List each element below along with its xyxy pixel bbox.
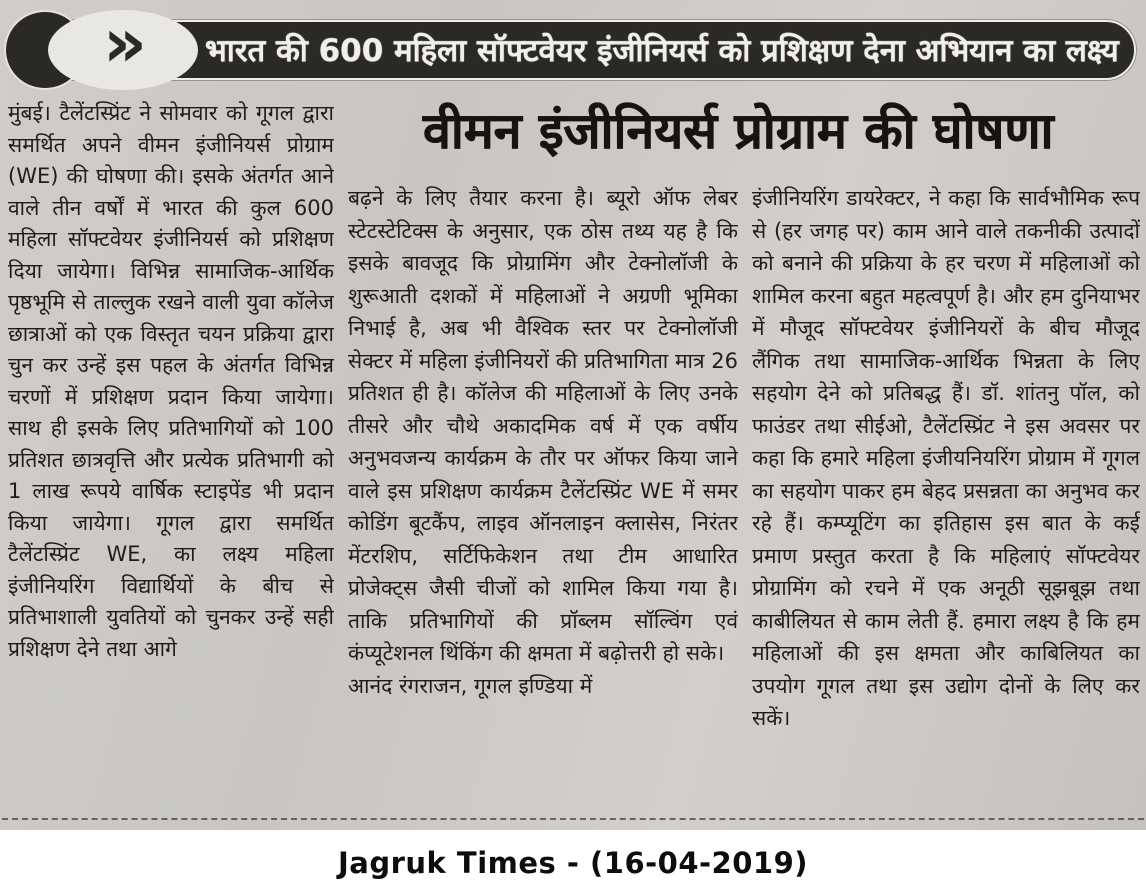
text-line: ताल्लुक रखने वाली युवा कॉलेज (93, 290, 334, 314)
text-line: सॉफ्टवेयर प्रोग्रामिंग को रचने में एक अनूठी (752, 543, 1140, 600)
text-line: भिन्नता के लिए सहयोग देने को प्रतिबद्ध (752, 348, 1140, 405)
text-line: महिलाओं ने अग्रणी भूमिका निभाई है, अब (348, 283, 738, 340)
text-line: को प्रशिक्षण दिया जायेगा। विभिन्न (8, 227, 334, 283)
text-line: बढ़ोत्तरी हो सके। (598, 641, 725, 665)
text-line: में एक वर्षीय अनुभवजन्य कार्यक्रम के तौर (348, 413, 738, 470)
text-line: कर रहे हैं। कम्प्यूटिंग का इतिहास इस बात (752, 478, 1140, 535)
text-line: महिला इंजीनियरों की प्रतिभागिता मात्र 26 (418, 348, 738, 373)
text-line: आनंद रंगराजन, गूगल इण्डिया में (348, 673, 593, 698)
text-line: प्रशिक्षण प्रदान किया जायेगा। साथ (8, 384, 334, 440)
text-line: इंजीनियर्स प्रोग्राम (WE) की (8, 132, 334, 188)
text-line: हमारा लक्ष्य है कि हम महिलाओं की इस (752, 608, 1140, 665)
kicker-headline: भारत की 600 महिला सॉफ्टवेयर इंजीनियर्स को प्रशिक्षण देना अभियान का लक्ष्य (205, 33, 1119, 69)
text-line: एवं कंप्यूटेशनल थिंकिंग की क्षमता में (348, 608, 738, 665)
paragraph (752, 182, 1140, 735)
paragraph (348, 182, 738, 670)
article-headline: वीमन इंजीनियर्स प्रोग्राम की घोषणा (422, 102, 1054, 160)
text-line: महिला इंजीयनियरिंग प्रोग्राम में गूगल का (752, 446, 1140, 503)
text-line: प्रतिभागी को 1 लाख रूपये वार्षिक (8, 447, 334, 503)
text-line: सहयोग पाकर हम बेहद प्रसन्नता का अनुभव (780, 478, 1116, 503)
text-line: प्रक्रिया द्वारा चुन कर उन्हें इस (8, 321, 334, 377)
text-line: प्रतिभाशाली युवतियों को चुनकर (8, 605, 265, 629)
text-line: प्रतिशत ही है। कॉलेज की महिलाओं के (348, 381, 659, 405)
text-line: ही इसके लिए प्रतिभागियों को (50, 416, 294, 440)
text-line: घोषणा की। इसके अंतर्गत आने (96, 164, 334, 188)
text-line: 100 प्रतिशत छात्रवृत्ति और प्रत्येक (8, 416, 334, 472)
text-line: पर ऑफर किया जाने वाले इस प्रशिक्षण (348, 446, 738, 503)
text-line: आने वाले तकनीकी उत्पादों को बनाने (752, 218, 1140, 275)
text-line: प्रोजेक्ट्स जैसी चीजों को शामिल किया गया (348, 576, 719, 600)
paragraph (8, 98, 334, 665)
text-line: हैं। डॉ. शांतनु पॉल, को फाउंडर तथा सीईओ, (752, 381, 1140, 438)
paragraph (348, 670, 738, 703)
text-line: इंजीनियरिंग डायरेक्टर, ने कहा कि (752, 186, 1019, 210)
text-line: गूगल द्वारा समर्थित टैलेंटस्प्रिंट (8, 510, 334, 566)
text-line: उन्हें सही प्रशिक्षण देने तथा आगे (8, 605, 334, 661)
text-line: भी वैश्विक स्तर पर टेक्नोलॉजी सेक्टर में (348, 316, 738, 373)
text-line: मेंटरशिप, सर्टिफिकेशन तथा टीम आधारित (348, 543, 738, 568)
text-line: बूटकैंप, लाइव ऑनलाइन क्लासेस, निरंतर (408, 511, 738, 535)
text-line: क्षमता और काबिलियत का उपयोग गूगल (752, 641, 1140, 698)
text-line: के कई प्रमाण प्रस्तुत करता है कि महिलाएं (752, 511, 1140, 568)
double-chevron-right-icon: » (103, 4, 143, 83)
newspaper-logo (48, 4, 198, 90)
text-line: तथा इस उद्योग दोनों के लिए कर सकें। (752, 673, 1140, 730)
article-column-2 (348, 182, 738, 814)
text-line: WE, का लक्ष्य महिला (106, 542, 334, 566)
text-line: सामाजिक-आर्थिक पृष्ठभूमि से (8, 258, 334, 314)
text-line: गूगल द्वारा समर्थित अपने वीमन (8, 101, 334, 157)
text-line: बढ़ने के लिए तैयार करना है। ब्यूरो ऑफ (348, 186, 704, 210)
text-line: स्टाइपेंड भी प्रदान किया जायेगा। (8, 479, 334, 535)
text-line: सूझबूझ तथा काबीलियत से काम लेती हैं. (752, 576, 1140, 633)
text-line: पहल के अंतर्गत विभिन्न चरणों में (8, 353, 334, 409)
text-line: 600 महिला सॉफ्टवेयर इंजीनियर्स (8, 195, 334, 251)
text-line: है। ताकि प्रतिभागियों की प्रॉब्लम सॉल्विंग (348, 576, 738, 633)
text-line: मुंबई। टैलेंटस्प्रिंट ने सोमवार को (8, 101, 257, 125)
text-line: शामिल करना बहुत महत्वपूर्ण है। और हम (752, 283, 1071, 308)
clipping-divider (2, 818, 1144, 820)
text-line: दुनियाभर में मौजूद सॉफ्टवेयर इंजीनियरों के (752, 283, 1140, 340)
article-column-3 (752, 182, 1140, 814)
text-line: बीच मौजूद लैंगिक तथा सामाजिक-आर्थिक (752, 316, 1140, 373)
text-line: तथ्य यह है कि इसके बावजूद कि प्रोग्रामिंग (348, 218, 738, 275)
text-line: लेबर स्टेटस्टेटिक्स के अनुसार, एक ठोस (348, 186, 738, 243)
text-line: लिए उनके तीसरे और चौथे अकादमिक वर्ष (348, 381, 738, 438)
source-caption: Jagruk Times - (16-04-2019) (0, 830, 1146, 896)
text-line: कार्यक्रम टैलेंटस्प्रिंट WE में समर कोडिंग (348, 478, 738, 535)
text-line: टैलेंटस्प्रिंट ने इस अवसर पर कहा कि हमारे (752, 413, 1140, 470)
article-column-1 (8, 98, 334, 812)
text-line: की प्रक्रिया के हर चरण में महिलाओं को (831, 251, 1140, 275)
text-line: वाले तीन वर्षों में भारत की कुल (8, 195, 294, 220)
text-line: इंजीनियरिंग विद्यार्थियों के बीच से (8, 573, 334, 598)
text-line: और टेक्नोलॉजी के शुरूआती दशकों में (348, 251, 738, 308)
text-line: छात्राओं को एक विस्तृत चयन (8, 321, 244, 346)
text-line: सार्वभौमिक रूप से (हर जगह पर) काम (752, 186, 1140, 243)
